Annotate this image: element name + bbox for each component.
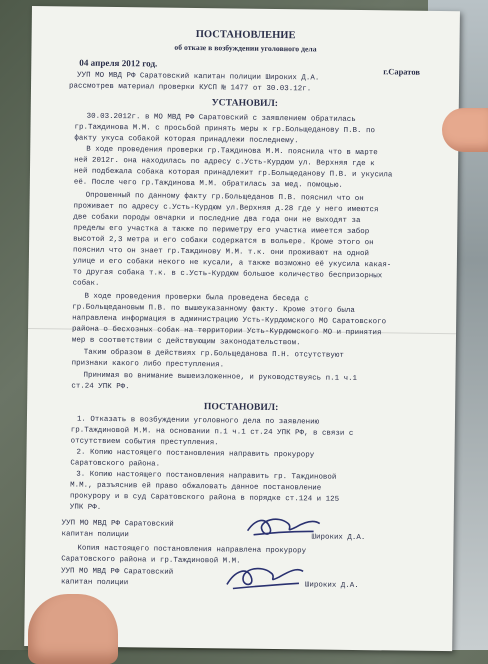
resolution-line: гр.Таждиновой М.М. на основании п.1 ч.1 ст.24 УПК РФ, в связи с [70,426,354,438]
thumb [28,594,118,664]
copy-note-line: Саратовского района и гр.Таждиновой М.М. [61,555,241,566]
resolution-line: М.М., разъяснив ей право обжаловать данное постановление [70,481,322,493]
body-line: ст.24 УПК РФ. [71,382,130,392]
body-line: ней подбежала собака которая принадлежит гр.Больщеданову П.В. и укусила [73,167,393,180]
document-date: 04 апреля 2012 год. [79,57,158,69]
signature-2-position: УУП МО МВД РФ Саратовский [61,567,174,577]
body-line: пределы его участка а также по периметру его участка имеется забор [73,224,370,237]
resolution-line: Саратовского района. [70,459,161,469]
body-line: Принимая во внимание вышеизложенное, и руководствуясь п.1 ч.1 [83,371,358,383]
resolution-line: 2. Копию настоящего постановления направить прокурору [76,448,315,460]
document-title: ПОСТАНОВЛЕНИЕ [195,29,296,42]
document-city: г.Саратов [383,67,421,77]
copy-note-line: Копия настоящего постановления направлена прокурору [77,544,307,556]
intro-line: УУП МО МВД РФ Саратовский капитан полиции Широких Д.А. [77,71,320,83]
body-line: гр.Больщедановым П.В. по вышеуказанному факту. Кроме этого была [72,303,355,315]
body-line: мер в соответствии с действующим законодательством. [71,336,301,348]
body-line: признаки какого либо преступления. [71,359,225,370]
body-line: собак. [72,279,100,288]
body-line: направлена информация в администрацию Усть-Курдюмского МО Саратовского [72,314,387,327]
resolution-line: отсутствием события преступления. [70,437,219,448]
body-line: улице и его собаки некого не кусали, а также возможно её укусила какая- [72,257,392,270]
body-line: В ходе проведения проверки была проведена беседа с [84,292,309,304]
intro-line: рассмотрев материал проверки КУСП № 1477 от 30.03.12г. [68,82,312,94]
body-line: гр.Таждинова М.М. с просьбой принять меры к гр.Больщеданову П.В. по [74,123,376,136]
resolution-line: прокурору и в суд Саратовского района в порядке ст.124 и 125 [69,492,340,504]
body-line: проживает по адресу с.Усть-Курдюм ул.Верхняя д.28 где у него имеются [73,202,379,215]
body-line: Опрошенный по данному факту гр.Больщеданов П.В. пояснил что он [85,191,364,204]
document-subtitle: об отказе в возбуждении уголовного дела [174,42,317,54]
body-line: В ходе проведения проверки гр.Таждинова М.М. пояснила что в марте [86,145,378,158]
body-line: факту укуса собакой которая принадлежи последнему. [74,134,299,146]
body-line: района о бесхозных собак на территории Усть-Курдюмского МО и принятия [72,325,382,338]
body-line: ней 2012г. она находилась по адресу с.Усть-Курдюм ул. Верхняя где к [74,156,375,169]
body-line: то другая собака т.к. в с.Усть-Курдюм большое количество беспризорных [72,268,383,281]
signature-1-rank: капитан полиции [61,530,129,540]
resolution-line: 1. Отказать в возбуждении уголовного дела по заявлению [76,415,320,427]
body-line: две собаки породы овчарки и последние два года они не выходят за [73,213,361,226]
signature-2-rank: капитан полиции [60,578,129,588]
body-line: её. После чего гр.Таждинова М.М. обратилась за мед. помощью. [73,178,343,190]
section-heading-postanovil: ПОСТАНОВИЛ: [203,401,279,414]
body-line: Таким образом в действиях гр.Больщеданова П.Н. отсутствуют [83,348,344,360]
section-heading-ustanovil: УСТАНОВИЛ: [211,97,279,110]
resolution-line: 3. Копию настоящего постановления направить гр. Таждиновой [76,470,337,482]
signature-1-position: УУП МО МВД РФ Саратовский [61,519,174,529]
body-line: высотой 2,3 метра и его собаки содержатся в вольере. Кроме этого он [73,235,374,248]
resolution-line: УПК РФ. [69,503,102,512]
signature-2-handwritten [221,556,307,593]
body-line: 30.03.2012г. в МО МВД РФ Саратовский с заявлением обратилась [86,112,356,124]
body-line: пояснил что он знает гр.Таждинову М.М. т.к. они проживают на одной [72,246,370,259]
signature-1-name: Широких Д.А. [311,533,366,543]
signature-1-handwritten [243,509,323,542]
thumb [442,108,488,152]
signature-2-name: Широких Д.А. [304,581,359,591]
document-page [24,6,460,651]
